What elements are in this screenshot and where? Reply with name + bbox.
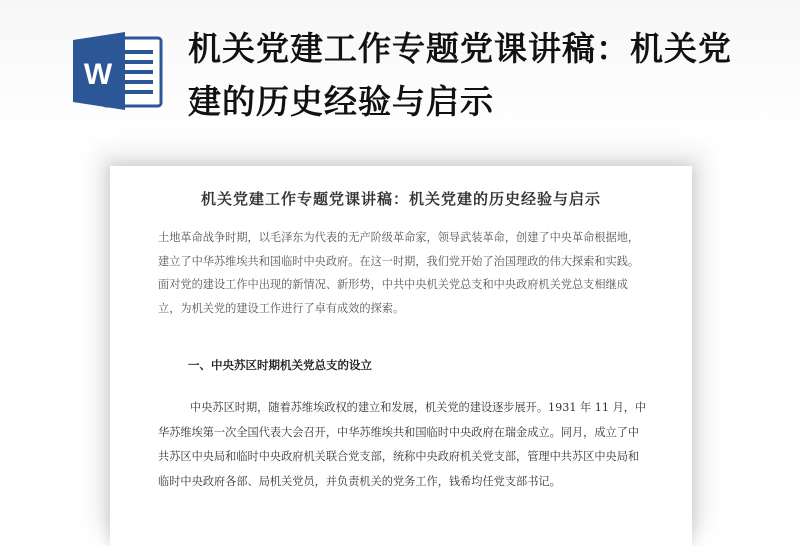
intro-paragraph: 土地革命战争时期，以毛泽东为代表的无产阶级革命家，领导武装革命，创建了中央革命根据地，建立了中华苏维埃共和国临时中央政府。在这一时期，我们党开始了治国理政的伟大探索和实践。面对党的建设工作中出现的新情况、新形势，中共中央机关党总支和中央政府机关党总支相继成立，为机关党的建设工作进行了卓有成效的探索。 (158, 231, 640, 315)
page-title: 机关党建工作专题党课讲稿：机关党建的历史经验与启示 (188, 29, 732, 121)
section-paragraph: 中央苏区时期，随着苏维埃政权的建立和发展，机关党的建设逐步展开。1931 年 11 月，中华苏维埃第一次全国代表大会召开，中华苏维埃共和国临时中央政府在瑞金成立。同月，成立了中共苏区中央局和临时中央政府机关联合党支部，统称中央政府机关党支部，管理中共苏区中央局和临时中央政府各部、局机关党员，并负责机关的党务工作，钱希均任党支部书记。 (158, 401, 647, 488)
section-heading: 一、中央苏区时期机关党总支的设立 (188, 358, 372, 372)
document-title: 机关党建工作专题党课讲稿：机关党建的历史经验与启示 (200, 190, 601, 208)
word-icon-letter: W (83, 58, 113, 91)
word-document-icon (73, 30, 165, 112)
header-banner (0, 0, 800, 140)
document-page (110, 166, 692, 546)
